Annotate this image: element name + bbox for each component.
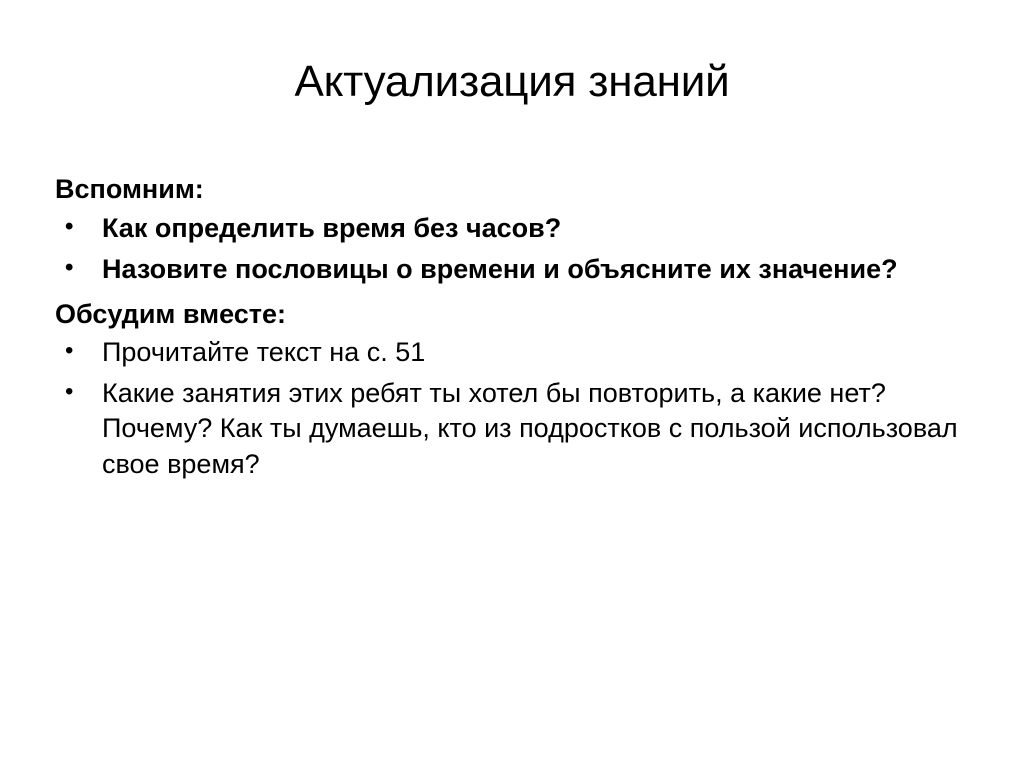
section-heading-recall: Вспомним: [55, 174, 204, 204]
list-item [55, 252, 965, 287]
bullet-list-discuss [55, 335, 965, 481]
bullet-icon: • [65, 337, 74, 365]
section-heading-discuss: Обсудим вместе: [55, 298, 287, 329]
page-title: Актуализация знаний [294, 57, 730, 106]
bullet-icon: • [65, 212, 74, 240]
slide-body [55, 172, 965, 488]
list-item-text: Как определить время без часов? [102, 212, 562, 243]
list-item-text: Назовите пословицы о времени и объясните их значение? [102, 253, 898, 284]
list-item-text: Какие занятия этих ребят ты хотел бы повторить, а какие нет? Почему? Как ты думаешь, кто из подростков с пользой использовал свое время? [102, 378, 958, 479]
bullet-icon: • [65, 378, 74, 406]
list-item-text: Прочитайте текст на с. 51 [102, 337, 426, 368]
bullet-list-recall [55, 211, 965, 287]
list-item [55, 376, 965, 481]
list-item [55, 335, 965, 370]
list-item [55, 211, 965, 246]
bullet-icon: • [65, 253, 74, 281]
